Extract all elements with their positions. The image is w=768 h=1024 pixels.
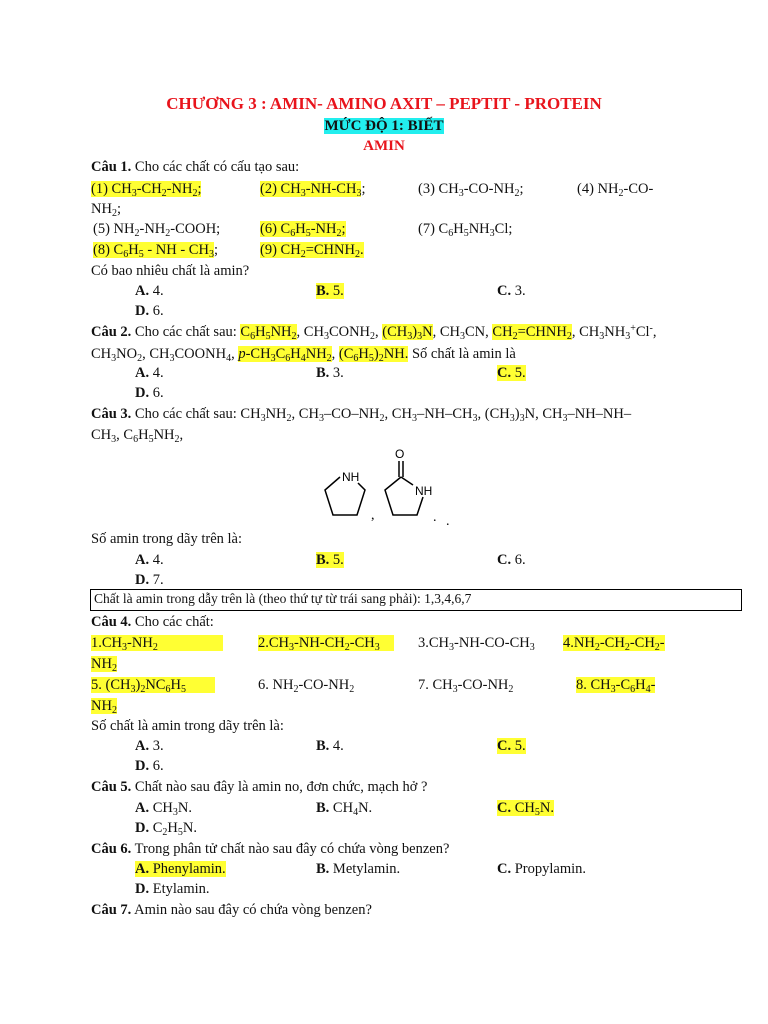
q3-answer-note-box xyxy=(90,589,742,611)
q2-heading: Câu 2. Cho các chất sau: $C_6H_5NH_2$, $CH_3CONH_2$, $(CH_3)_3N$, $CH_3CN$, $CH_2=CHNH_2$, $CH_3NH_3^+Cl^-$, xyxy=(91,323,657,342)
svg-text:,: , xyxy=(371,508,375,523)
q7-heading: Câu 7. Amin nào sau đây có chứa vòng benzen? xyxy=(91,902,372,918)
q6-option-b[interactable]: B. Metylamin. xyxy=(316,861,401,877)
q4-option-d[interactable]: D. 6. xyxy=(135,758,164,774)
q3-option-b[interactable]: B. 5. xyxy=(316,552,344,568)
q4-question: Số chất là amin trong dãy trên là: xyxy=(91,718,284,734)
q5-option-c[interactable]: C. $CH_5N$. xyxy=(497,800,554,818)
q4-item-7: 7. $CH_3-CO-NH_2$ xyxy=(418,677,514,695)
q2-option-d[interactable]: D. 6. xyxy=(135,385,164,401)
q2-option-a[interactable]: A. 4. xyxy=(135,365,164,381)
q4-item-3: $3.CH_3-NH-CO-CH_3$ xyxy=(418,635,535,653)
q1-option-d[interactable]: D. 6. xyxy=(135,303,164,319)
q1-item-5: (5) $NH_2-NH_2$-COOH; xyxy=(93,221,221,239)
svg-text:.: . xyxy=(433,510,437,525)
q3-heading-cont: $CH_3$, $C_6H_5NH_2$, xyxy=(91,427,184,445)
q4-item-2: $2.CH_3-NH-CH_2-CH_3$ xyxy=(258,634,394,652)
q3-question: Số amin trong dãy trên là: xyxy=(91,531,243,547)
q3-option-d[interactable]: D. 7. xyxy=(135,572,164,588)
q4-item-1: $1.CH_3-NH_2$ xyxy=(91,634,223,652)
q5-option-b[interactable]: B. $CH_4N$. xyxy=(316,800,373,818)
q4-option-a[interactable]: A. 3. xyxy=(135,738,164,754)
q2-option-b[interactable]: B. 3. xyxy=(316,365,344,381)
q1-option-c[interactable]: C. 3. xyxy=(497,283,526,299)
q1-item-4-cont: $NH_2$; xyxy=(91,201,121,219)
q1-heading: Câu 1. Cho các chất có cấu tạo sau: xyxy=(91,159,300,175)
q4-item-6: 6. $NH_2-CO-NH_2$ xyxy=(258,677,355,695)
q4-heading: Câu 4. Cho các chất: xyxy=(91,614,214,630)
q4-item-4: $4.NH_2-CH_2-CH_2-$ xyxy=(563,635,665,653)
q1-item-4: (4) $NH_2-CO-$ xyxy=(577,181,654,199)
q1-item-1: (1) $CH_3-CH_2-NH_2$; xyxy=(91,181,202,199)
q4-item-8: 8. $CH_3-C_6H_4-$ xyxy=(576,677,656,695)
carbonyl-o-label: O xyxy=(395,447,405,461)
q1-item-8: (8) $C_6H_5$ - NH - $CH_3$; xyxy=(93,242,218,260)
q4-item-4-cont: $NH_2$ xyxy=(91,656,117,674)
q4-item-8-cont: $NH_2$ xyxy=(91,698,117,716)
svg-text:.: . xyxy=(446,514,450,529)
q4-option-b[interactable]: B. 4. xyxy=(316,738,344,754)
q3-answer-note: Chất là amin trong dẫy trên là (theo thứ tự từ trái sang phải): 1,3,4,6,7 xyxy=(94,591,472,606)
q1-option-a[interactable]: A. 4. xyxy=(135,283,164,299)
q3-option-a[interactable]: A. 4. xyxy=(135,552,164,568)
section-label: AMIN xyxy=(363,138,405,154)
q1-item-3: (3) $CH_3-CO-NH_2$; xyxy=(418,181,524,199)
q6-option-d[interactable]: D. Etylamin. xyxy=(135,881,210,897)
q3-option-c[interactable]: C. 6. xyxy=(497,552,526,568)
q4-option-c[interactable]: C. 5. xyxy=(497,738,526,754)
q1-option-b[interactable]: B. 5. xyxy=(316,283,344,299)
q2-heading-cont: $CH_3NO_2$, $CH_3COONH_4$, $p-CH_3C_6H_4NH_2$, $(C_6H_5)_2NH$. Số chất là amin là xyxy=(91,346,516,364)
ring-structures xyxy=(315,445,465,530)
q2-option-c[interactable]: C. 5. xyxy=(497,365,526,381)
q1-question: Có bao nhiêu chất là amin? xyxy=(91,263,250,279)
q6-option-c[interactable]: C. Propylamin. xyxy=(497,861,587,877)
q6-heading: Câu 6. Trong phân tử chất nào sau đây có chứa vòng benzen? xyxy=(91,841,450,857)
q1-item-6: (6) $C_6H_5-NH_2$; xyxy=(260,221,346,239)
level-label: MỨC ĐỘ 1: BIẾT xyxy=(324,118,444,134)
q3-heading: Câu 3. Cho các chất sau: $CH_3NH_2$, $CH_3-CO-NH_2$, $CH_3-NH-CH_3$, $(CH_3)_3N$, $CH_3-NH-NH-$ xyxy=(91,406,632,424)
q5-option-d[interactable]: D. $C_2H_5N$. xyxy=(135,820,197,838)
q6-option-a[interactable]: A. Phenylamin. xyxy=(135,861,226,877)
q5-heading: Câu 5. Chất nào sau đây là amin no, đơn chức, mạch hở ? xyxy=(91,779,428,795)
q5-option-a[interactable]: A. $CH_3N$. xyxy=(135,800,192,818)
chapter-title: CHƯƠNG 3 : AMIN- AMINO AXIT – PEPTIT - PROTEIN xyxy=(166,94,602,113)
q4-item-5: 5. $(CH_3)_2NC_6H_5$ xyxy=(91,676,215,694)
pyrrolidine-nh-label: NH xyxy=(342,470,360,484)
q1-item-7: (7) $C_6H_5NH_3Cl$; xyxy=(418,221,513,239)
q1-item-9: (9) $CH_2=CHNH_2$. xyxy=(260,242,364,260)
q1-item-2: (2) $CH_3-NH-CH_3$; xyxy=(260,181,366,199)
pyrrolidinone-nh-label: NH xyxy=(415,484,433,498)
